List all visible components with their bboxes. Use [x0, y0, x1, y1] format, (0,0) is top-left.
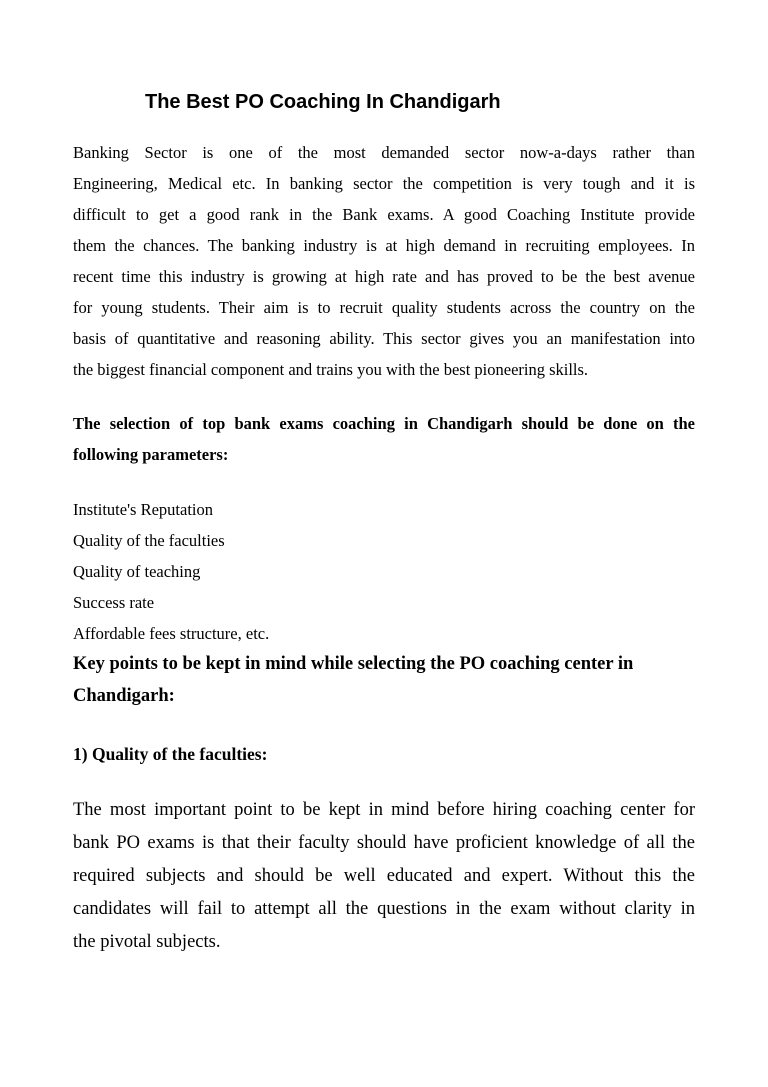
- parameter-item: Institute's Reputation: [73, 500, 214, 519]
- faculty-line: The most important point to be kept in mind before hiring coaching center for: [73, 800, 695, 820]
- intro-paragraph: [73, 137, 695, 385]
- parameter-item: Success rate: [73, 593, 155, 612]
- intro-line: the biggest financial component and trains you with the best pioneering skills.: [73, 360, 589, 379]
- faculty-line: required subjects and should be well educated and expert. Without this the: [73, 866, 695, 886]
- selection-line: The selection of top bank exams coaching in Chandigarh should be done on the: [73, 414, 695, 433]
- parameter-item: Quality of teaching: [73, 562, 201, 581]
- keypoints-line: Chandigarh:: [73, 686, 175, 706]
- intro-line: for young students. Their aim is to recruit quality students across the country on the: [73, 298, 695, 317]
- parameter-item: Affordable fees structure, etc.: [73, 624, 270, 643]
- quality-faculties-heading: [73, 740, 695, 768]
- intro-line: basis of quantitative and reasoning ability. This sector gives you an manifestation into: [73, 329, 695, 348]
- faculty-line: bank PO exams is that their faculty should have proficient knowledge of all the: [73, 833, 695, 853]
- faculty-line: candidates will fail to attempt all the questions in the exam without clarity in: [73, 899, 695, 919]
- intro-line: them the chances. The banking industry is at high demand in recruiting employees. In: [73, 236, 695, 255]
- intro-line: Engineering, Medical etc. In banking sector the competition is very tough and it is: [73, 174, 695, 193]
- selection-heading: [73, 408, 695, 470]
- faculty-paragraph: [73, 794, 695, 959]
- page-title: The Best PO Coaching In Chandigarh: [145, 91, 501, 113]
- intro-line: recent time this industry is growing at high rate and has proved to be the best avenue: [73, 267, 695, 286]
- parameters-list: [73, 494, 695, 649]
- selection-line: following parameters:: [73, 445, 229, 464]
- intro-line: difficult to get a good rank in the Bank exams. A good Coaching Institute provide: [73, 205, 695, 224]
- faculty-line: the pivotal subjects.: [73, 932, 221, 952]
- keypoints-line: Key points to be kept in mind while selecting the PO coaching center in: [73, 654, 634, 674]
- parameter-item: Quality of the faculties: [73, 531, 225, 550]
- keypoints-heading: [73, 648, 695, 712]
- section-heading: 1) Quality of the faculties:: [73, 744, 268, 764]
- intro-line: Banking Sector is one of the most demanded sector now-a-days rather than: [73, 143, 695, 162]
